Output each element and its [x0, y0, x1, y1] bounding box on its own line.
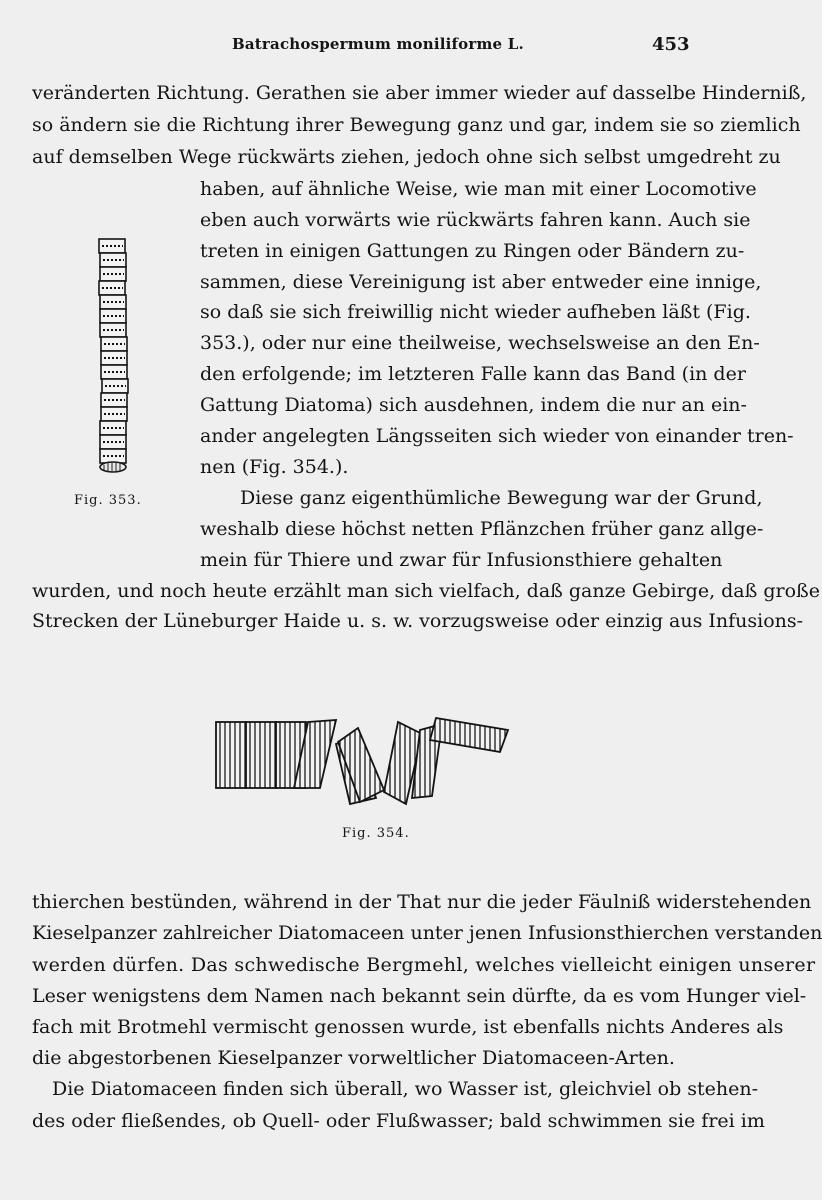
text-line: des oder fließendes, ob Quell- oder Flußwasser; bald schwimmen sie frei im: [32, 1110, 765, 1132]
text-line: den erfolgende; im letzteren Falle kann das Band (in der: [200, 363, 746, 385]
text-line: treten in einigen Gattungen zu Ringen oder Bändern zu-: [200, 240, 745, 262]
text-line: Strecken der Lüneburger Haide u. s. w. vorzugsweise oder einzig aus Infusions-: [32, 610, 804, 632]
text-line: wurden, und noch heute erzählt man sich vielfach, daß ganze Gebirge, daß große: [32, 580, 820, 602]
page-number: 453: [652, 34, 690, 55]
text-line: sammen, diese Vereinigung ist aber entweder eine innige,: [200, 271, 762, 293]
text-line: Diese ganz eigenthümliche Bewegung war der Grund,: [240, 487, 763, 509]
running-title: Batrachospermum moniliforme L.: [232, 35, 524, 53]
text-line: so ändern sie die Richtung ihrer Bewegung ganz und gar, indem sie so ziemlich: [32, 114, 801, 136]
text-line: die abgestorbenen Kieselpanzer vorweltlicher Diatomaceen-Arten.: [32, 1047, 675, 1069]
text-line: Die Diatomaceen finden sich überall, wo Wasser ist, gleichviel ob stehen-: [52, 1078, 759, 1100]
text-line: mein für Thiere und zwar für Infusionsthiere gehalten: [200, 549, 723, 571]
text-line: haben, auf ähnliche Weise, wie man mit einer Locomotive: [200, 178, 757, 200]
text-line: thierchen bestünden, während in der That nur die jeder Fäulniß widerstehenden: [32, 891, 812, 913]
text-line: auf demselben Wege rückwärts ziehen, jedoch ohne sich selbst umgedreht zu: [32, 146, 781, 168]
text-line: Kieselpanzer zahlreicher Diatomaceen unter jenen Infusionsthierchen verstanden: [32, 922, 822, 944]
text-line: werden dürfen. Das schwedische Bergmehl, welches vielleicht einigen unserer: [32, 954, 816, 976]
text-line: eben auch vorwärts wie rückwärts fahren kann. Auch sie: [200, 209, 751, 231]
figure-353-diatom-band: [90, 234, 140, 479]
text-line: 353.), oder nur eine theilweise, wechselsweise an den En-: [200, 332, 760, 354]
text-line: fach mit Brotmehl vermischt genossen wurde, ist ebenfalls nichts Anderes als: [32, 1016, 784, 1038]
text-line: nen (Fig. 354.).: [200, 456, 349, 478]
figure-353-caption: Fig. 353.: [74, 493, 142, 508]
text-line: Leser wenigstens dem Namen nach bekannt sein dürfte, da es vom Hunger viel-: [32, 985, 807, 1007]
text-line: veränderten Richtung. Gerathen sie aber immer wieder auf dasselbe Hinderniß,: [32, 82, 807, 104]
text-line: ander angelegten Längsseiten sich wieder von einander tren-: [200, 425, 794, 447]
text-line: so daß sie sich freiwillig nicht wieder aufheben läßt (Fig.: [200, 301, 751, 323]
text-line: Gattung Diatoma) sich ausdehnen, indem die nur an ein-: [200, 394, 747, 416]
figure-354-caption: Fig. 354.: [342, 826, 410, 841]
figure-354-diatom-zigzag: [208, 700, 518, 810]
text-line: weshalb diese höchst netten Pflänzchen früher ganz allge-: [200, 518, 764, 540]
